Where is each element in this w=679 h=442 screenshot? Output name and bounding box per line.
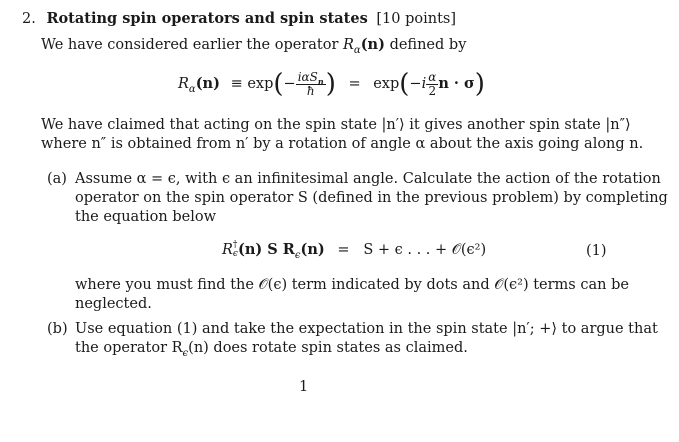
def-lhs-sub: α bbox=[188, 83, 196, 95]
left-paren-1: ( bbox=[273, 69, 284, 99]
definition-equation bbox=[178, 64, 485, 104]
page-number: 1 bbox=[299, 379, 309, 395]
eq1-mid-end: (n) bbox=[300, 241, 325, 258]
part-b-line-2-sub: ϵ bbox=[182, 347, 189, 359]
eq1-mid-sub: ϵ bbox=[294, 249, 301, 261]
frac1-num-sub: n bbox=[317, 75, 324, 86]
eq1-lhs: R bbox=[222, 242, 233, 258]
intro-operator-sub: α bbox=[353, 44, 361, 56]
fraction-2 bbox=[426, 71, 438, 98]
fraction-1-num bbox=[296, 71, 326, 85]
part-a-line-4: where you must find the 𝒪(ϵ) term indicated by dots and 𝒪(ϵ²) terms can be bbox=[75, 277, 629, 293]
intro-end: defined by bbox=[389, 37, 467, 53]
intro-operator-arg: (n) bbox=[360, 36, 385, 53]
def-lhs: R bbox=[178, 76, 189, 92]
part-a-line-5: neglected. bbox=[75, 296, 152, 312]
equation-1 bbox=[222, 241, 486, 259]
def-minus: − bbox=[283, 76, 296, 92]
intro-text: We have considered earlier the operator bbox=[41, 37, 339, 53]
def-minus-i: −i bbox=[409, 76, 427, 92]
def-eq2: = bbox=[348, 76, 361, 92]
frac1-num-text: iαS bbox=[297, 69, 318, 84]
intro-line bbox=[41, 35, 466, 55]
left-paren-2: ( bbox=[399, 69, 410, 99]
right-paren-1: ) bbox=[325, 69, 336, 99]
part-b-line-1: Use equation (1) and take the expectation in the spin state |n′; +⟩ to argue that bbox=[75, 321, 658, 337]
part-b-line-2 bbox=[75, 339, 468, 358]
fraction-1 bbox=[296, 71, 326, 98]
fraction-2-num: α bbox=[428, 69, 437, 84]
eq1-mid: (n) S R bbox=[237, 241, 295, 258]
eq1-rhs: = S + ϵ . . . + 𝒪(ϵ²) bbox=[337, 242, 487, 258]
claim-line-2: where n″ is obtained from n′ by a rotation of angle α about the axis going along n. bbox=[41, 136, 644, 152]
problem-title: Rotating spin operators and spin states bbox=[46, 10, 368, 27]
fraction-2-den: 2 bbox=[428, 83, 437, 98]
def-eq1: ≡ exp bbox=[230, 76, 274, 92]
eq1-lhs-sup: † bbox=[232, 240, 238, 250]
part-a-line-1: Assume α = ϵ, with ϵ an infinitesimal angle. Calculate the action of the rotation bbox=[75, 171, 661, 187]
fraction-1-den: ħ bbox=[306, 83, 315, 98]
part-a-label: (a) bbox=[47, 171, 67, 187]
def-exp2: exp bbox=[373, 76, 400, 92]
part-b-label: (b) bbox=[47, 321, 68, 337]
right-paren-2: ) bbox=[474, 69, 485, 99]
problem-number: 2. bbox=[22, 11, 36, 27]
def-tail: n · σ bbox=[438, 75, 475, 92]
part-a-line-2: operator on the spin operator S (defined in the previous problem) by completing bbox=[75, 190, 668, 206]
part-b-line-2-b: (n) does rotate spin states as claimed. bbox=[188, 340, 468, 356]
part-b-line-2-a: the operator R bbox=[75, 340, 183, 356]
intro-operator: R bbox=[343, 37, 354, 53]
def-lhs-arg: (n) bbox=[195, 75, 220, 92]
problem-heading bbox=[22, 9, 456, 29]
eq1-lhs-sub: ϵ bbox=[232, 249, 238, 259]
part-a-line-3: the equation below bbox=[75, 209, 216, 225]
claim-line-1: We have claimed that acting on the spin state |n′⟩ it gives another spin state |n″⟩ bbox=[41, 117, 631, 133]
problem-points: [10 points] bbox=[376, 11, 457, 27]
equation-number: (1) bbox=[586, 243, 607, 259]
